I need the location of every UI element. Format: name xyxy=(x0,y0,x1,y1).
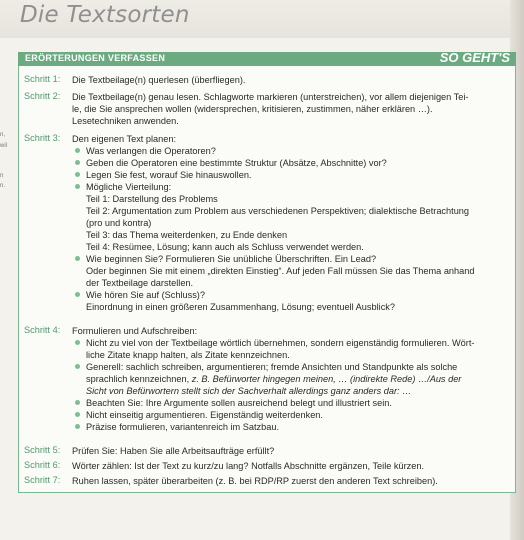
step-label: Schritt 6: xyxy=(24,460,61,470)
bullet-text: Wie hören Sie auf (Schluss)? xyxy=(86,290,205,300)
list-item xyxy=(72,157,506,169)
list-item xyxy=(72,409,506,421)
margin-note: n, xyxy=(0,132,6,138)
page-title: Die Textsorten xyxy=(20,2,190,28)
step-label: Schritt 3: xyxy=(24,133,61,143)
list-item xyxy=(72,361,506,397)
step-content xyxy=(72,475,506,487)
list-item xyxy=(72,337,506,361)
sub-line: Teil 2: Argumentation zum Problem aus verschiedenen Perspektiven; dialektische Betrachtung xyxy=(86,206,470,216)
step-label: Schritt 2: xyxy=(24,91,61,101)
sub-line-italic: z. B. Befürworter hingegen meinen, … (indirekte Rede) …/Aus der xyxy=(191,374,462,384)
step-line: Die Textbeilage(n) querlesen (überfliegen). xyxy=(72,75,246,85)
box-title: ERÖRTERUNGEN VERFASSEN xyxy=(25,53,166,63)
step-label: Schritt 4: xyxy=(24,325,61,335)
sub-line: Teil 3: das Thema weiterdenken, zu Ende denken xyxy=(86,230,288,240)
step-content xyxy=(72,91,506,127)
bullet-text: Generell: sachlich schreiben, argumentieren; fremde Ansichten und Standpunkte als solche xyxy=(86,362,458,372)
step-content xyxy=(72,445,506,457)
bullet-dot-icon xyxy=(75,364,80,369)
list-item xyxy=(72,145,506,157)
bullet-dot-icon xyxy=(75,160,80,165)
step-intro: Formulieren und Aufschreiben: xyxy=(72,326,198,336)
step-intro: Den eigenen Text planen: xyxy=(72,134,177,144)
bullet-text: Mögliche Vierteilung: xyxy=(86,182,172,192)
step-content xyxy=(72,74,506,86)
bullet-dot-icon xyxy=(75,256,80,261)
bullet-text: Was verlangen die Operatoren? xyxy=(86,146,216,156)
sub-line-part: sprachlich kennzeichnen, xyxy=(86,374,192,384)
sub-line: liche Zitate knapp halten, als Zitate kennzeichnen. xyxy=(86,350,290,360)
bullet-list xyxy=(72,145,506,313)
box-tagline: SO GEHT'S xyxy=(439,50,510,65)
step-line: le, die Sie ansprechen wollen (widersprechen, kritisieren, zustimmen, näher erklären …). xyxy=(72,104,433,114)
list-item xyxy=(72,397,506,409)
bullet-list xyxy=(72,337,506,433)
step-line: Ruhen lassen, später überarbeiten (z. B. bei RDP/RP zuerst den anderen Text schreiben). xyxy=(72,476,438,486)
margin-note: n. xyxy=(0,183,6,189)
bullet-text: Wie beginnen Sie? Formulieren Sie unübliche Überschriften. Ein Lead? xyxy=(86,254,377,264)
bullet-text: Präzise formulieren, variantenreich im Satzbau. xyxy=(86,422,280,432)
margin-note: n xyxy=(0,173,4,179)
list-item xyxy=(72,289,506,313)
step-label: Schritt 7: xyxy=(24,475,61,485)
sub-line-italic: Sicht von Befürwortern stellt sich der Sachverhalt allerdings ganz anders dar: … xyxy=(86,386,412,396)
bullet-dot-icon xyxy=(75,148,80,153)
step-content xyxy=(72,325,506,433)
bullet-dot-icon xyxy=(75,340,80,345)
bullet-text: Nicht zu viel von der Textbeilage wörtlich übernehmen, sondern eigenständig formulieren. Wört- xyxy=(86,338,475,348)
list-item xyxy=(72,253,506,289)
bullet-text: Nicht einseitig argumentieren. Eigenständig weiterdenken. xyxy=(86,410,323,420)
bullet-text: Geben die Operatoren eine bestimmte Struktur (Absätze, Abschnitte) vor? xyxy=(86,158,387,168)
step-line: Die Textbeilage(n) genau lesen. Schlagworte markieren (unterstreichen), vor allem diejenigen Tei- xyxy=(72,92,469,102)
list-item xyxy=(72,169,506,181)
bullet-dot-icon xyxy=(75,292,80,297)
step-line: Wörter zählen: Ist der Text zu kurz/zu lang? Notfalls Abschnitte ergänzen, Teile kürzen. xyxy=(72,461,425,471)
sub-line: (pro und kontra) xyxy=(86,218,152,228)
step-label: Schritt 1: xyxy=(24,74,61,84)
sub-line: Teil 1: Darstellung des Problems xyxy=(86,194,218,204)
bullet-text: Beachten Sie: Ihre Argumente sollen ausreichend belegt und illustriert sein. xyxy=(86,398,392,408)
list-item xyxy=(72,421,506,433)
sub-line: Oder beginnen Sie mit einem „direkten Einstieg“. Auf jeden Fall müssen Sie das Thema anhand xyxy=(86,266,475,276)
step-content xyxy=(72,133,506,313)
sub-line xyxy=(86,373,506,385)
step-line: Prüfen Sie: Haben Sie alle Arbeitsaufträge erfüllt? xyxy=(72,446,275,456)
sub-line: der Textbeilage darstellen. xyxy=(86,278,194,288)
list-item xyxy=(72,181,506,253)
step-line: Lesetechniken anwenden. xyxy=(72,116,179,126)
sub-line: Einordnung in einen größeren Zusammenhang, Lösung; eventuell Ausblick? xyxy=(86,302,396,312)
bullet-dot-icon xyxy=(75,184,80,189)
bullet-text: Legen Sie fest, worauf Sie hinauswollen. xyxy=(86,170,252,180)
bullet-dot-icon xyxy=(75,172,80,177)
step-label: Schritt 5: xyxy=(24,445,61,455)
bullet-dot-icon xyxy=(75,424,80,429)
step-content xyxy=(72,460,506,472)
sub-line: Teil 4: Resümee, Lösung; kann auch als Schluss verwendet werden. xyxy=(86,242,364,252)
info-box-header xyxy=(18,52,516,66)
margin-note: wil xyxy=(0,143,7,149)
bullet-dot-icon xyxy=(75,412,80,417)
bullet-dot-icon xyxy=(75,400,80,405)
